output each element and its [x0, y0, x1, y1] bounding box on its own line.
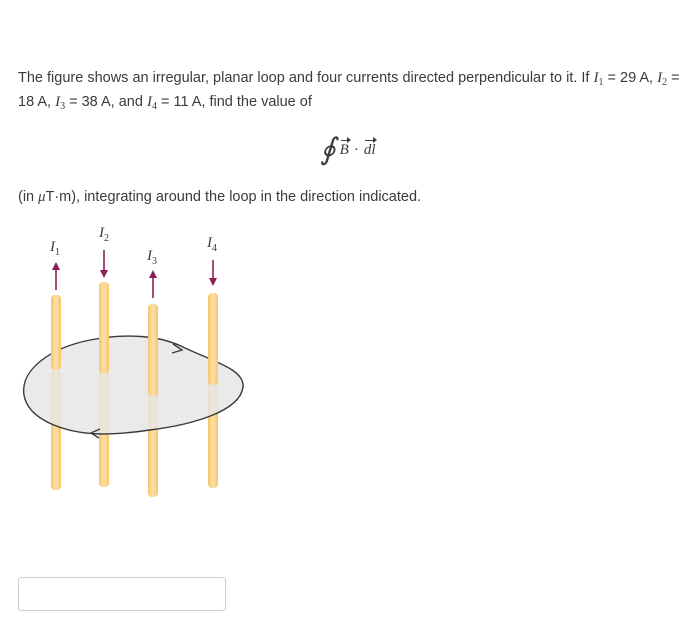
loop-currents-diagram — [10, 220, 260, 505]
wire-i3-upper — [148, 304, 158, 396]
arrow-i2-down — [100, 250, 108, 278]
current-i3-value: = 38 A, and — [65, 94, 147, 110]
question-text — [18, 66, 690, 114]
units-instruction: (in μT·m), integrating around the loop in the direction indicated. — [18, 189, 422, 205]
arrow-i3-up — [149, 270, 157, 298]
wire-i4-upper — [208, 293, 218, 385]
mu-symbol: μ — [38, 189, 46, 205]
current-i3-symbol: $I_3$ — [55, 94, 66, 112]
label-i4: $I_4$ — [207, 235, 217, 254]
current-i2-symbol: $I_2$ — [657, 70, 668, 88]
vector-b: B — [339, 141, 349, 158]
label-i1: $I_1$ — [50, 239, 60, 258]
answer-input[interactable] — [18, 577, 226, 611]
arrow-i1-up — [52, 262, 60, 290]
current-i4-symbol: $I_4$ — [146, 94, 157, 112]
label-i3: $I_3$ — [147, 248, 157, 267]
current-i1-value: = 29 A, — [603, 70, 658, 86]
line-integral-expression — [0, 130, 700, 170]
vector-dl: dl — [363, 141, 376, 158]
question-intro: The figure shows an irregular, planar loop and four currents directed perpendicular to it. If — [18, 70, 594, 86]
current-i1-symbol: $I_1$ — [593, 70, 604, 88]
dot-operator: · — [353, 141, 359, 158]
label-i2: $I_2$ — [99, 225, 109, 244]
loop-figure — [10, 220, 260, 510]
current-i2-value: = 18 A, — [18, 70, 680, 110]
contour-integral-symbol: ∮ — [320, 133, 336, 166]
wire-i2-upper — [99, 282, 109, 374]
current-i4-value: = 11 A, find the value of — [156, 94, 312, 110]
wire-i1-upper — [51, 295, 61, 370]
arrow-i4-down — [209, 260, 217, 286]
